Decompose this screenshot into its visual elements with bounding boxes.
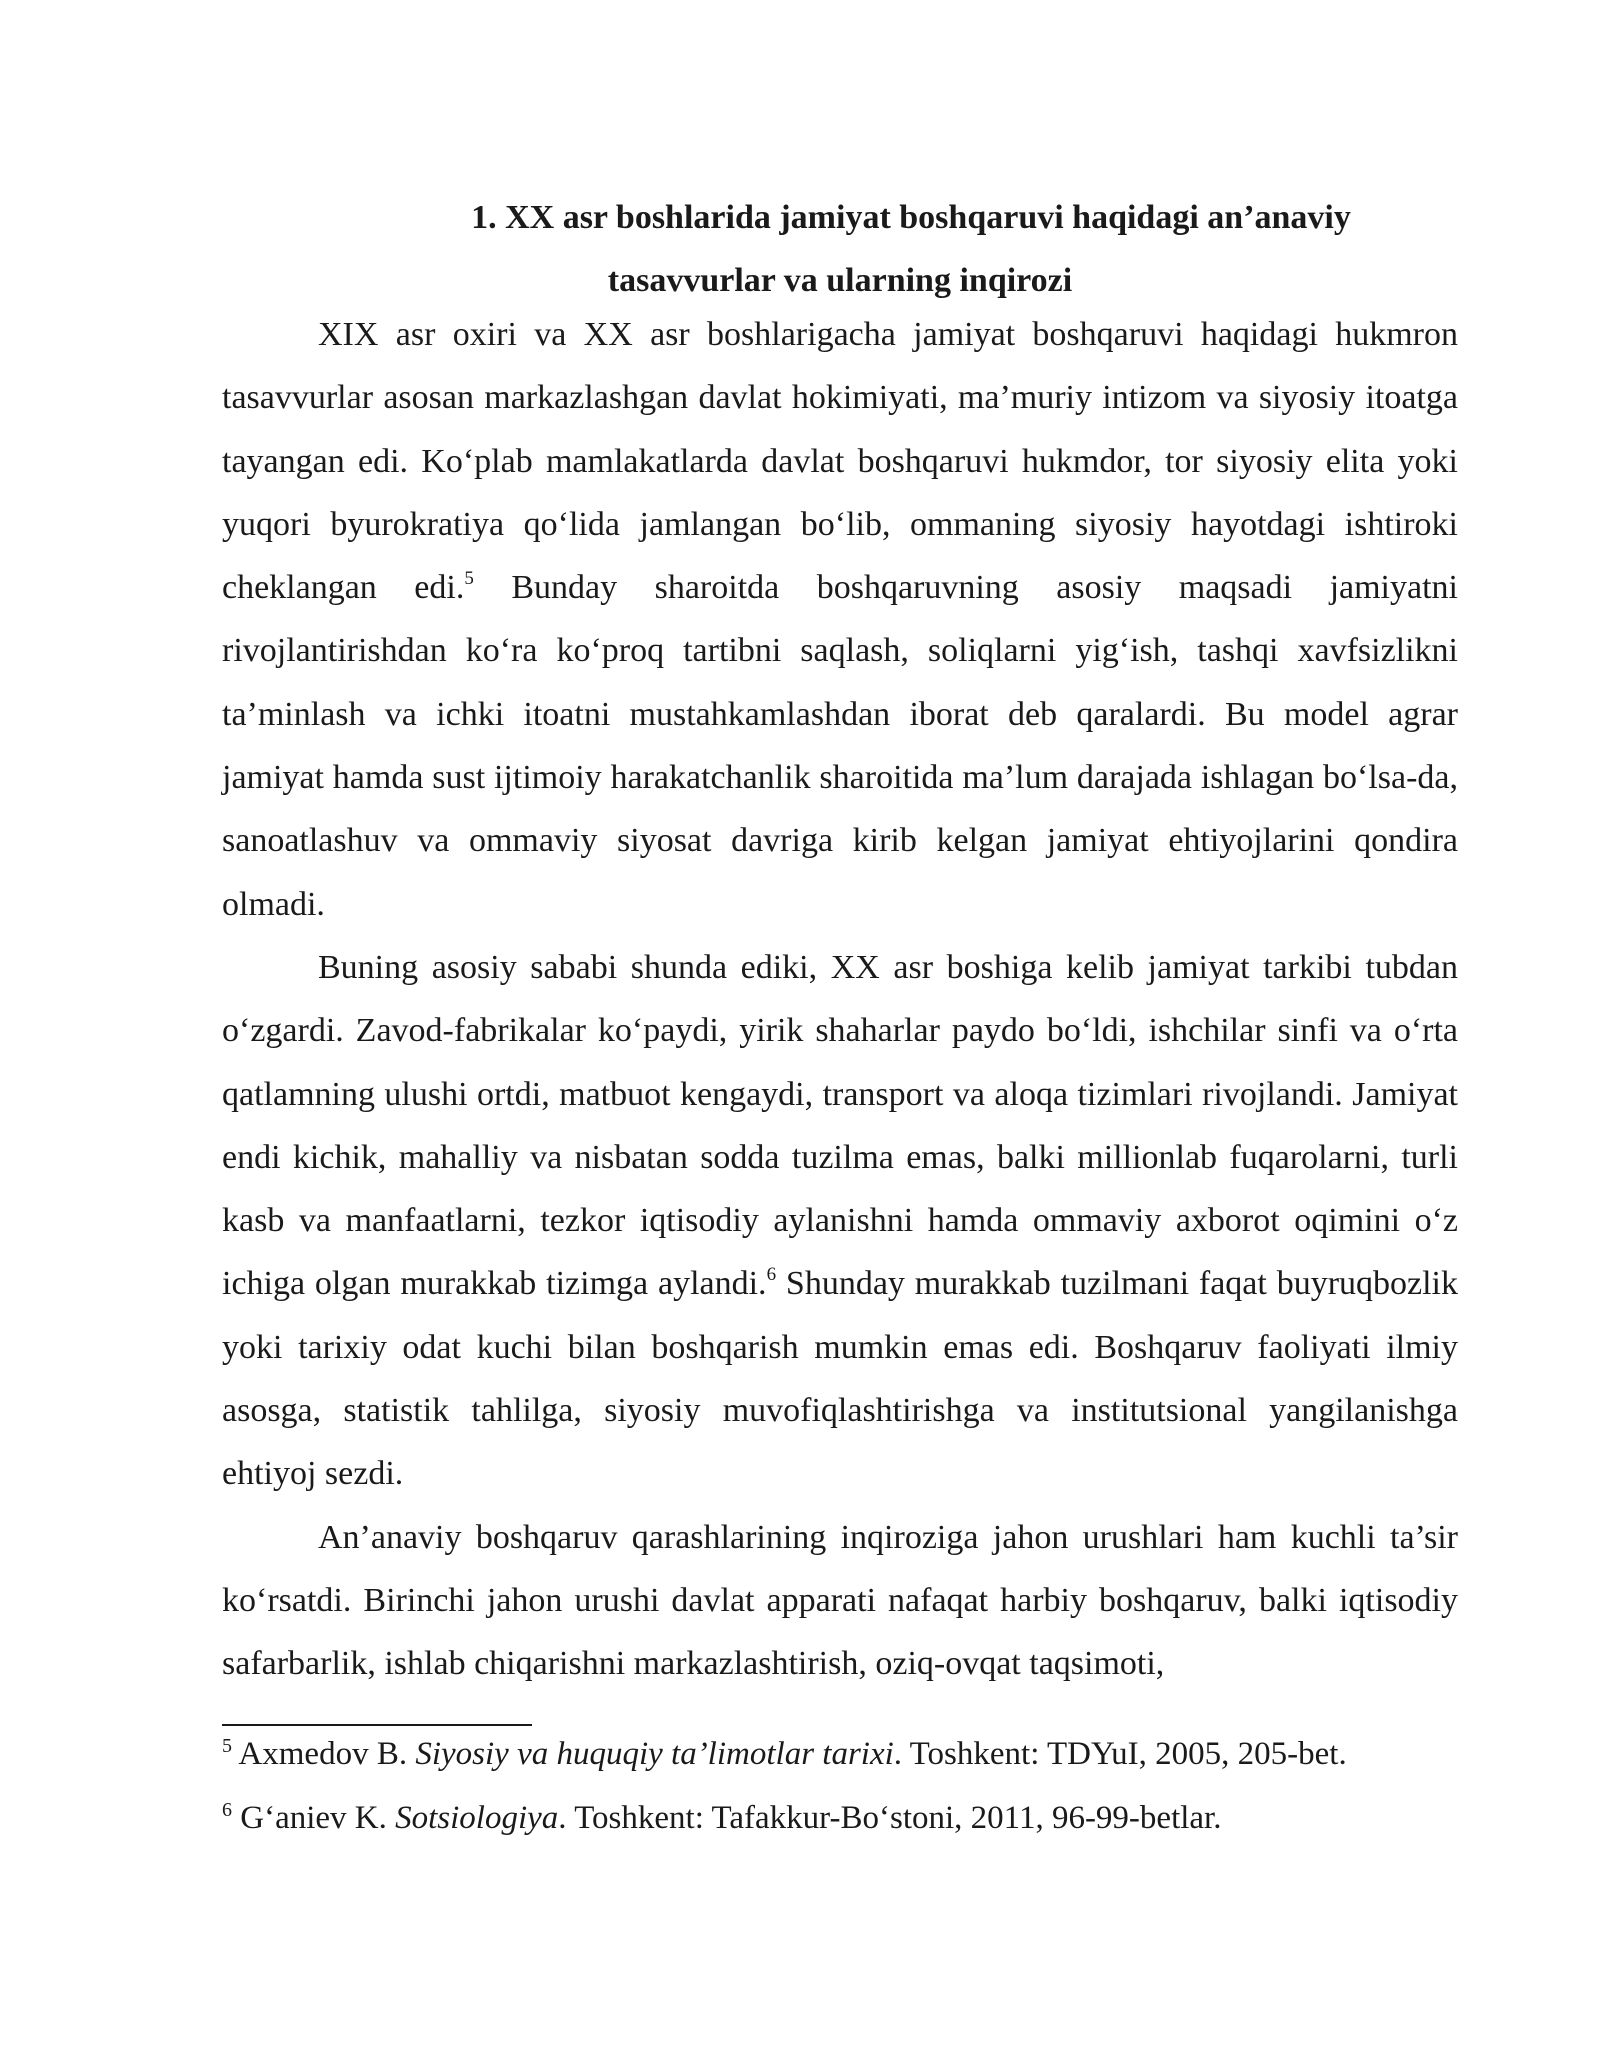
paragraph-1 [222, 303, 1458, 936]
footnote-author: Axmedov B. [232, 1736, 416, 1772]
footnote-ref-5[interactable]: 5 [464, 568, 474, 590]
section-heading [222, 186, 1458, 312]
paragraph-3-text-a: An’anaviy boshqaruv qarashlarining inqiroziga jahon urushlari ham kuchli ta’sir ko‘rsatdi. Birinchi jahon urushi davlat apparati nafaqat harbiy boshqaruv, balki iqtisodiy safarbarlik, ishlab chiqarishni markazlashtirish, oziq-ovqat taqsimoti, [222, 1518, 1458, 1683]
paragraph-2-text-b: Shunday murakkab tuzilmani faqat buyruqbozlik yoki tarixiy odat kuchi bilan boshqarish mumkin emas edi. Boshqaruv faoliyati ilmiy asosga, statistik tahlilga, siyosiy muvofiqlashtirishga va institutsional yangilanishga ehtiyoj sezdi. [222, 1265, 1458, 1493]
footnote-work-title: Sotsiologiya [395, 1800, 559, 1836]
section-heading-line-1: 1. XX asr boshlarida jamiyat boshqaruvi haqidagi an’anaviy [471, 199, 1351, 236]
paragraph-2 [222, 936, 1458, 1506]
paragraph-1-text-b: Bunday sharoitda boshqaruvning asosiy maqsadi jamiyatni rivojlantirishdan ko‘ra ko‘proq tartibni saqlash, soliqlarni yig‘ish, tashqi xavfsizlikni ta’minlash va ichki itoatni mustahkamlashdan iborat deb qaralardi. Bu model agrar jamiyat hamda sust ijtimoiy harakatchanlik sharoitida ma’lum darajada ishlagan bo‘lsa-da, sanoatlashuv va ommaviy siyosat davriga kirib kelgan jamiyat ehtiyojlarini qondira olmadi. [222, 569, 1458, 923]
section-heading-line-2: tasavvurlar va ularning inqirozi [607, 262, 1073, 299]
footnotes [222, 1734, 1458, 1838]
paragraph-2-text-a: Buning asosiy sababi shunda ediki, XX asr boshiga kelib jamiyat tarkibi tubdan o‘zgardi. Zavod-fabrikalar ko‘paydi, yirik shaharlar paydo bo‘ldi, ishchilar sinfi va o‘rta qatlamning ulushi ortdi, matbuot kengaydi, transport va aloqa tizimlari rivojlandi. Jamiyat endi kichik, mahalliy va nisbatan sodda tuzilma emas, balki millionlab fuqarolarni, turli kasb va manfaatlarni, tezkor iqtisodiy aylanishni hamda ommaviy axborot oqimini o‘z ichiga olgan murakkab tizimga aylandi. [222, 948, 1458, 1303]
footnote-5 [222, 1734, 1458, 1774]
footnote-publication: . Toshkent: Tafakkur-Bo‘stoni, 2011, 96-99-betlar. [558, 1800, 1222, 1836]
footnote-separator [222, 1724, 532, 1726]
footnote-6 [222, 1798, 1458, 1838]
footnote-work-title: Siyosiy va huquqiy ta’limotlar tarixi [415, 1736, 894, 1772]
body-text [222, 303, 1458, 1696]
footnote-number: 5 [222, 1735, 232, 1757]
footnote-number: 6 [222, 1799, 232, 1821]
paragraph-1-text-a: XIX asr oxiri va XX asr boshlarigacha jamiyat boshqaruvi haqidagi hukmron tasavvurlar asosan markazlashgan davlat hokimiyati, ma’muriy intizom va siyosiy itoatga tayangan edi. Ko‘plab mamlakatlarda davlat boshqaruvi hukmdor, tor siyosiy elita yoki yuqori byurokratiya qo‘lida jamlangan bo‘lib, ommaning siyosiy hayotdagi ishtiroki cheklangan edi. [222, 316, 1458, 607]
footnote-ref-6[interactable]: 6 [766, 1264, 777, 1286]
footnote-author: G‘aniev K. [232, 1800, 396, 1836]
paragraph-3 [222, 1506, 1458, 1696]
footnote-publication: . Toshkent: TDYuI, 2005, 205-bet. [893, 1736, 1347, 1772]
